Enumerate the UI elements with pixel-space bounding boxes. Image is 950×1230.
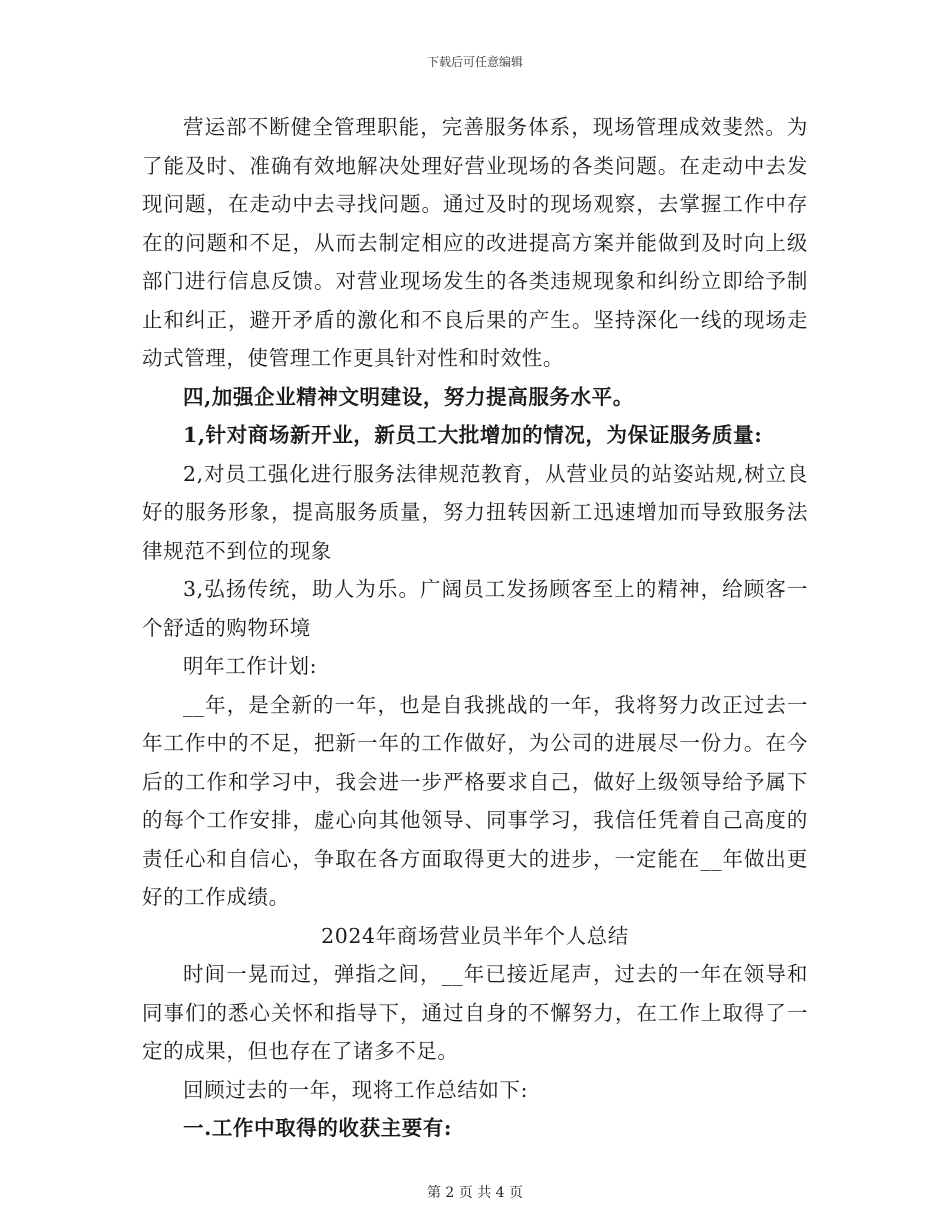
paragraph-time-passes: 时间一晃而过，弹指之间，__年已接近尾声，过去的一年在领导和同事们的悉心关怀和指导下，通过自身的不懈努力，在工作上取得了一定的成果，但也存在了诸多不足。 [142, 962, 808, 1063]
document-title: 2024年商场营业员半年个人总结 [321, 923, 629, 948]
item-two: 2,对员工强化进行服务法律规范教育，从营业员的站姿站规,树立良好的服务形象，提高服务质量，努力扭转因新工迅速增加而导致服务法律规范不到位的现象 [142, 461, 808, 563]
document-body [142, 108, 808, 1148]
paragraph-next-year: __年，是全新的一年，也是自我挑战的一年，我将努力改正过去一年工作中的不足，把新一年的工作做好，为公司的进展尽一份力。在今后的工作和学习中，我会进一步严格要求自己，做好上级领导给予属下的每个工作安排，虚心向其他领导、同事学习，我信任凭着自己高度的责任心和自信心，争取在各方面取得更大的进步，一定能在__年做出更好的工作成绩。 [142, 692, 808, 909]
paragraph-operations: 营运部不断健全管理职能，完善服务体系，现场管理成效斐然。为了能及时、准确有效地解决处理好营业现场的各类问题。在走动中去发现问题，在走动中去寻找问题。通过及时的现场观察，去掌握工作中存在的问题和不足，从而去制定相应的改进提高方案并能做到及时向上级部门进行信息反馈。对营业现场发生的各类违规现象和纠纷立即给予制止和纠正，避开矛盾的激化和不良后果的产生。坚持深化一线的现场走动式管理，使管理工作更具针对性和时效性。 [142, 115, 808, 370]
item-three: 3,弘扬传统，助人为乐。广阔员工发扬顾客至上的精神，给顾客一个舒适的购物环境 [142, 577, 808, 640]
item-one-heading: 1,针对商场新开业，新员工大批增加的情况，为保证服务质量: [183, 423, 763, 447]
section-heading-one: 一.工作中取得的收获主要有: [183, 1116, 453, 1140]
next-year-plan-label: 明年工作计划: [183, 654, 318, 678]
section-heading-four: 四,加强企业精神文明建设，努力提高服务水平。 [183, 384, 634, 409]
page-number: 第 2 页 共 4 页 [426, 1185, 524, 1201]
paragraph-review: 回顾过去的一年，现将工作总结如下: [183, 1077, 529, 1102]
page-header-note: 下载后可任意编辑 [426, 55, 523, 69]
